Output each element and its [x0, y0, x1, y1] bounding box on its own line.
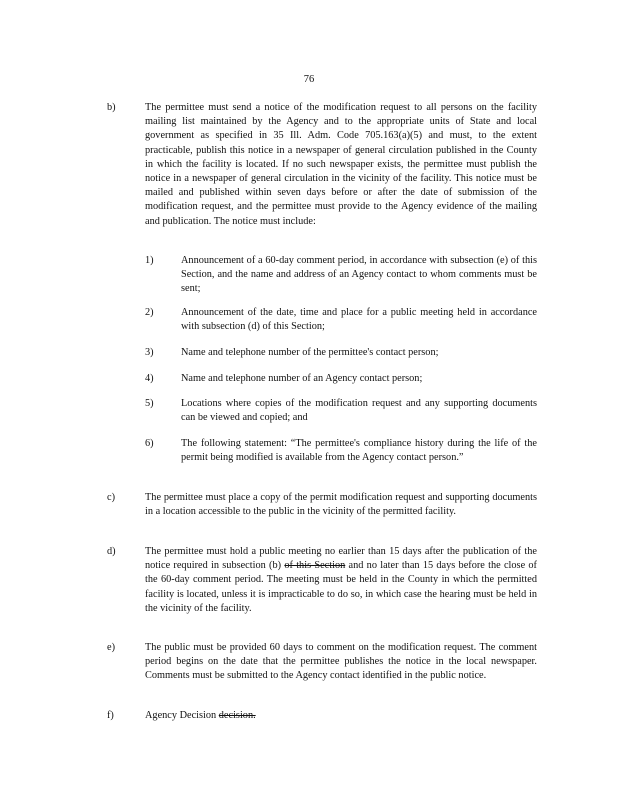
subitem-marker: 4) — [145, 373, 154, 384]
subitem-text: Locations where copies of the modification request and any supporting documents can be viewed and copied; and — [181, 398, 537, 424]
paragraph-e — [107, 641, 537, 684]
paragraph-marker: c) — [107, 492, 115, 503]
page-number: 76 — [303, 74, 315, 85]
subitem-marker: 2) — [145, 307, 154, 318]
paragraph-text-before: The permittee must hold a public meeting no earlier than 15 days after the publication of the notice required in subsection (b) — [145, 546, 537, 572]
subitem-text: Announcement of the date, time and place for a public meeting held in accordance with subsection (d) of this Section; — [181, 307, 537, 333]
paragraph-c — [107, 491, 537, 519]
subitem-text: The following statement: “The permittee's compliance history during the life of the permit being modified is available from the Agency contact person.” — [181, 438, 537, 464]
subitem-marker: 3) — [145, 347, 154, 358]
paragraph-text — [145, 545, 537, 616]
subitem-1 — [145, 254, 537, 297]
subitem-5 — [145, 397, 537, 425]
subitem-4 — [145, 372, 537, 386]
paragraph-d — [107, 545, 537, 616]
subitem-3 — [145, 346, 537, 360]
subitem-marker: 5) — [145, 398, 154, 409]
paragraph-marker: d) — [107, 546, 116, 557]
subitem-text: Name and telephone number of the permittee's contact person; — [181, 347, 439, 358]
paragraph-text: The permittee must send a notice of the modification request to all persons on the facility mailing list maintained by the Agency and to the appropriate units of State and local government as specified in 35 Ill. Adm. Code 705.163(a)(5) and must, to the extent practicable, publish this notice in a newspaper of general circulation published in the County in which the facility is located. If no such newspaper exists, the permittee must publish the notice in a newspaper of general circulation in the vicinity of the facility. This notice must be mailed and published within seven days before or after the date of submission of the modification request, and the permittee must provide to the Agency evidence of the mailing and publication. The notice must include: — [145, 102, 537, 227]
subitem-text: Name and telephone number of an Agency contact person; — [181, 373, 423, 384]
paragraph-text: The public must be provided 60 days to comment on the modification request. The comment period begins on the date that the permittee publishes the notice in the local newspaper. Comments must be submitted to the Agency contact identified in the public notice. — [145, 642, 537, 682]
paragraph-marker: b) — [107, 102, 116, 113]
paragraph-b — [107, 101, 537, 229]
struck-text: decision. — [218, 710, 256, 721]
paragraph-marker: f) — [107, 710, 114, 721]
paragraph-marker: e) — [107, 642, 115, 653]
subitem-marker: 6) — [145, 438, 154, 449]
subitem-2 — [145, 306, 537, 334]
struck-text: of this Section — [284, 560, 346, 572]
heading-text: Agency Decision — [145, 710, 217, 721]
paragraph-f — [107, 709, 537, 723]
paragraph-text — [145, 709, 537, 723]
subitem-marker: 1) — [145, 255, 154, 266]
paragraph-text: The permittee must place a copy of the permit modification request and supporting documents in a location accessible to the public in the vicinity of the permitted facility. — [145, 492, 537, 518]
subitem-text: Announcement of a 60-day comment period, in accordance with subsection (e) of this Section, and the name and address of an Agency contact to whom comments must be sent; — [181, 255, 537, 295]
paragraph-text-after: and no later than 15 days before the close of the 60-day comment period. The meeting must be held in the County in which the permitted facility is located, unless it is impracticable to do so, in which case the hearing must be held in the vicinity of the facility. — [145, 560, 537, 614]
subitem-6 — [145, 437, 537, 465]
